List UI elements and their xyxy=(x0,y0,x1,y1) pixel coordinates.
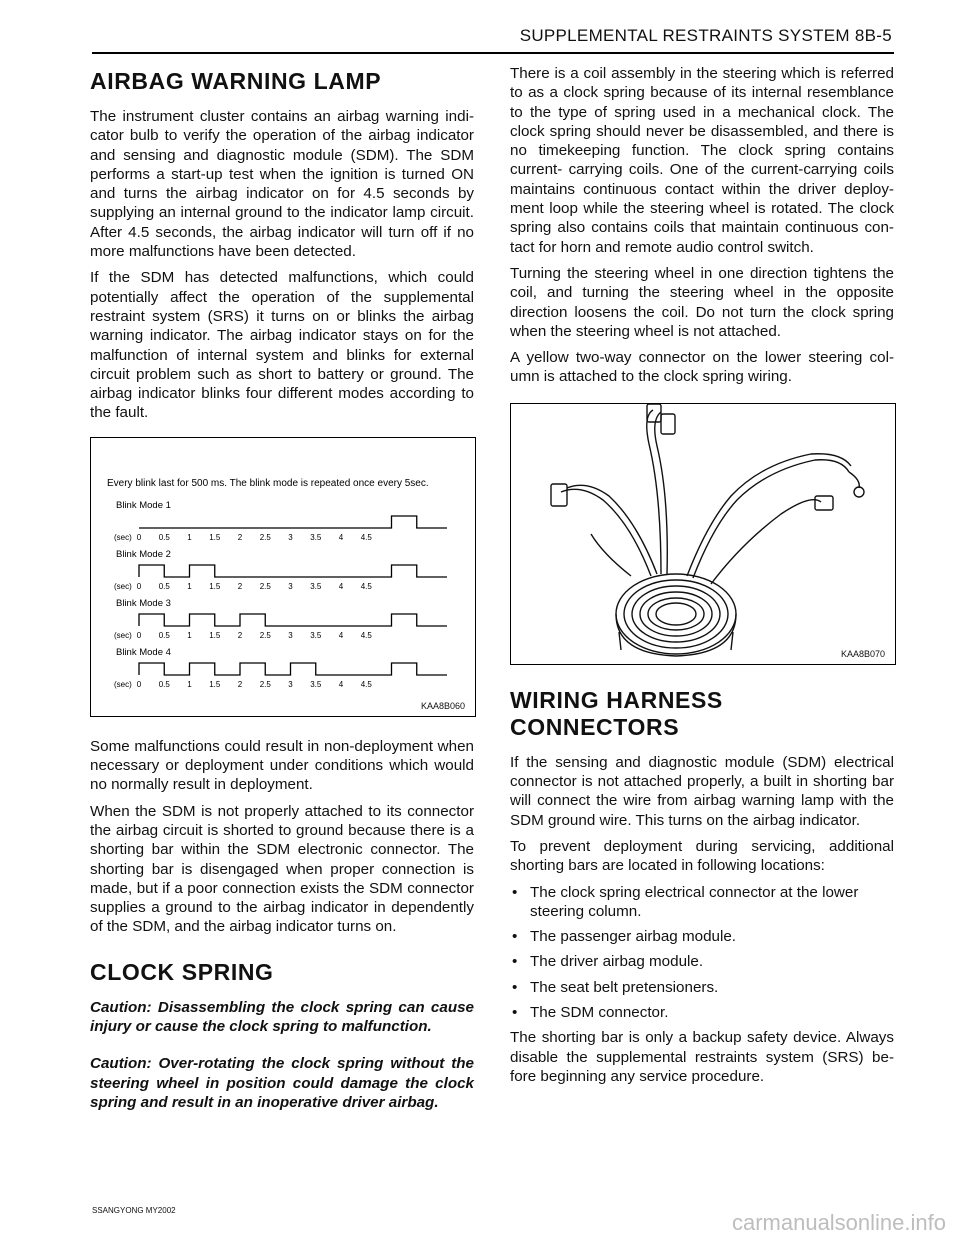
time-tick-label: 1.5 xyxy=(209,532,221,542)
time-unit-label: (sec) xyxy=(114,630,132,640)
blink-waveform xyxy=(139,614,447,626)
blink-mode-figure xyxy=(90,437,476,717)
caution-over-rotating: Caution: Over-rotating the clock spring without the steering wheel in position could damage the clock spring and result in an inoperative driver airbag. xyxy=(90,1055,474,1111)
wiring-harness-heading: WIRING HARNESS CONNECTORS xyxy=(510,686,723,740)
time-tick-label: 0 xyxy=(136,581,142,591)
time-tick-label: 3.5 xyxy=(310,581,322,591)
time-unit-label: (sec) xyxy=(114,581,132,591)
time-tick-label: 3 xyxy=(288,679,293,689)
blink-figure-code: KAA8B060 xyxy=(420,700,465,711)
bullet-dot: • xyxy=(512,953,518,971)
watermark-text: carmanualsonline.info xyxy=(731,1210,946,1235)
time-tick-label: 0 xyxy=(136,630,142,640)
time-tick-label: 0.5 xyxy=(158,679,170,689)
list-item: • The seat belt pretensioners. xyxy=(512,978,719,996)
clock-spring-heading: CLOCK SPRING xyxy=(90,958,274,985)
time-tick-label: 2.5 xyxy=(259,581,271,591)
time-tick-label: 2.5 xyxy=(259,630,271,640)
time-tick-label: 3.5 xyxy=(310,679,322,689)
header-rule xyxy=(92,52,894,54)
list-item: • The SDM connector. xyxy=(512,1004,669,1022)
time-tick-label: 3 xyxy=(288,630,293,640)
clock-spring-figure-code: KAA8B070 xyxy=(840,648,885,659)
clock-spring-paragraph-3: A yellow two-way connector on the lower steering col-umn is attached to the clock spring wiring. xyxy=(510,349,894,386)
airbag-paragraph-2: If the SDM has detected malfunctions, which could potentially affect the operation of the supplemental restraint system (SRS) it turns on or blinks the airbag warning indicator. The airbag indicator stays on for the malfunction of internal system and blinks for external circuit problem such as short to battery or ground. The airbag indicator blinks four different modes according to the fault. xyxy=(90,269,474,422)
time-tick-label: 4.5 xyxy=(360,581,372,591)
time-tick-label: 2 xyxy=(237,679,243,689)
blink-mode-label: Blink Mode 4 xyxy=(116,646,171,658)
blink-mode-label: Blink Mode 2 xyxy=(116,548,171,560)
time-tick-label: 1 xyxy=(187,532,192,542)
list-item: • The passenger airbag module. xyxy=(512,928,737,946)
airbag-paragraph-1: The instrument cluster contains an airbag warning indi-cator bulb to verify the operation of the airbag indicator and sensing and diagnostic module (SDM). The SDM performs a start-up test when the ignition is turned ON and turns the airbag indicator on for 4.5 seconds by supplying an internal ground to the indicator lamp circuit. After 4.5 seconds, the airbag indicator will turn off if no more malfunctions have been detected. xyxy=(90,108,474,261)
time-tick-label: 2 xyxy=(237,581,243,591)
blink-mode-diagram xyxy=(91,438,475,716)
blink-waveform xyxy=(139,663,447,675)
list-item: • The clock spring electrical connector at the lower steering column. xyxy=(512,883,859,920)
bullet-dot: • xyxy=(512,928,518,946)
time-tick-label: 4 xyxy=(338,581,344,591)
time-tick-label: 1 xyxy=(187,679,192,689)
wiring-paragraph-2: To prevent deployment during servicing, additional shorting bars are located in following locations: xyxy=(510,837,894,875)
time-tick-label: 4 xyxy=(338,532,344,542)
time-unit-label: (sec) xyxy=(114,679,132,689)
list-item: • The driver airbag module. xyxy=(512,953,704,971)
time-tick-label: 2 xyxy=(237,532,243,542)
clock-spring-paragraph-1: There is a coil assembly in the steering which is referred to as a clock spring because of its internal resemblance to the type of spring used in a mechanical clock. The clock spring should never be disassembled, and there is no timekeeping function. The clock spring contains current- carrying coils. One of the current-carrying coils maintains continuous contact within the driver deploy-ment loop while the steering wheel is rotated. The clock spring also contains coils that maintain continuous con-tact for horn and remote audio control switch. xyxy=(510,65,894,256)
time-tick-label: 4.5 xyxy=(360,679,372,689)
time-tick-label: 1.5 xyxy=(209,630,221,640)
clock-spring-paragraph-2: Turning the steering wheel in one direction tightens the coil, and turning the steering wheel in the opposite direction loosens the coil. Do not turn the clock spring when the steering wheel is not attached. xyxy=(510,264,894,340)
time-tick-label: 0 xyxy=(136,679,142,689)
page-header-title: SUPPLEMENTAL RESTRAINTS SYSTEM 8B-5 xyxy=(519,26,892,45)
time-tick-label: 0.5 xyxy=(158,630,170,640)
time-tick-label: 3 xyxy=(288,581,293,591)
blink-mode-label: Blink Mode 3 xyxy=(116,597,171,609)
caution-disassembling: Caution: Disassembling the clock spring can cause injury or cause the clock spring to malfunction. xyxy=(90,998,474,1036)
deployment-paragraph-2: When the SDM is not properly attached to its connector the airbag circuit is shorted to ground because there is a shorting bar within the SDM electronic connector. The shorting bar is disengaged when proper connection is made, but if a poor connection exists the SDM connector supplies a ground to the airbag indicator in dependently of the SDM, and the airbag indicator turns on. xyxy=(90,802,474,936)
time-tick-label: 2.5 xyxy=(259,679,271,689)
wiring-paragraph-3: The shorting bar is only a backup safety device. Always disable the supplemental restraints system (SRS) be-fore beginning any service procedure. xyxy=(510,1029,894,1085)
clock-spring-figure xyxy=(510,403,896,665)
time-tick-label: 4.5 xyxy=(360,532,372,542)
blink-caption: Every blink last for 500 ms. The blink mode is repeated once every 5sec. xyxy=(107,477,429,489)
time-tick-label: 4.5 xyxy=(360,630,372,640)
blink-waveform xyxy=(139,516,447,528)
time-tick-label: 3.5 xyxy=(310,630,322,640)
right-column xyxy=(510,64,894,1093)
left-column xyxy=(90,64,474,1130)
blink-waveform xyxy=(139,565,447,577)
time-tick-label: 2.5 xyxy=(259,532,271,542)
clock-spring-illustration xyxy=(511,404,895,664)
shorting-bar-locations-list xyxy=(510,883,894,1023)
airbag-warning-lamp-heading: AIRBAG WARNING LAMP xyxy=(90,68,382,94)
time-tick-label: 3 xyxy=(288,532,293,542)
time-tick-label: 4 xyxy=(338,679,344,689)
time-tick-label: 2 xyxy=(237,630,243,640)
time-tick-label: 0 xyxy=(136,532,142,542)
bullet-dot: • xyxy=(512,978,518,996)
bullet-dot: • xyxy=(512,1004,518,1022)
time-tick-label: 1.5 xyxy=(209,679,221,689)
wiring-paragraph-1: If the sensing and diagnostic module (SDM) electrical connector is not attached properly, a built in shorting bar will connect the wire from airbag warning lamp with the SDM ground wire. This turns on the airbag indicator. xyxy=(510,753,894,829)
time-tick-label: 1.5 xyxy=(209,581,221,591)
blink-mode-label: Blink Mode 1 xyxy=(116,499,171,511)
footer-text: SSANGYONG MY2002 xyxy=(92,1206,176,1215)
time-tick-label: 0.5 xyxy=(158,532,170,542)
time-unit-label: (sec) xyxy=(114,532,132,542)
bullet-dot: • xyxy=(512,883,518,901)
time-tick-label: 3.5 xyxy=(310,532,322,542)
time-tick-label: 1 xyxy=(187,630,192,640)
time-tick-label: 0.5 xyxy=(158,581,170,591)
time-tick-label: 1 xyxy=(187,581,192,591)
time-tick-label: 4 xyxy=(338,630,344,640)
deployment-paragraph-1: Some malfunctions could result in non-deployment when necessary or deployment under conditions which would no normally result in deployment. xyxy=(90,737,474,794)
